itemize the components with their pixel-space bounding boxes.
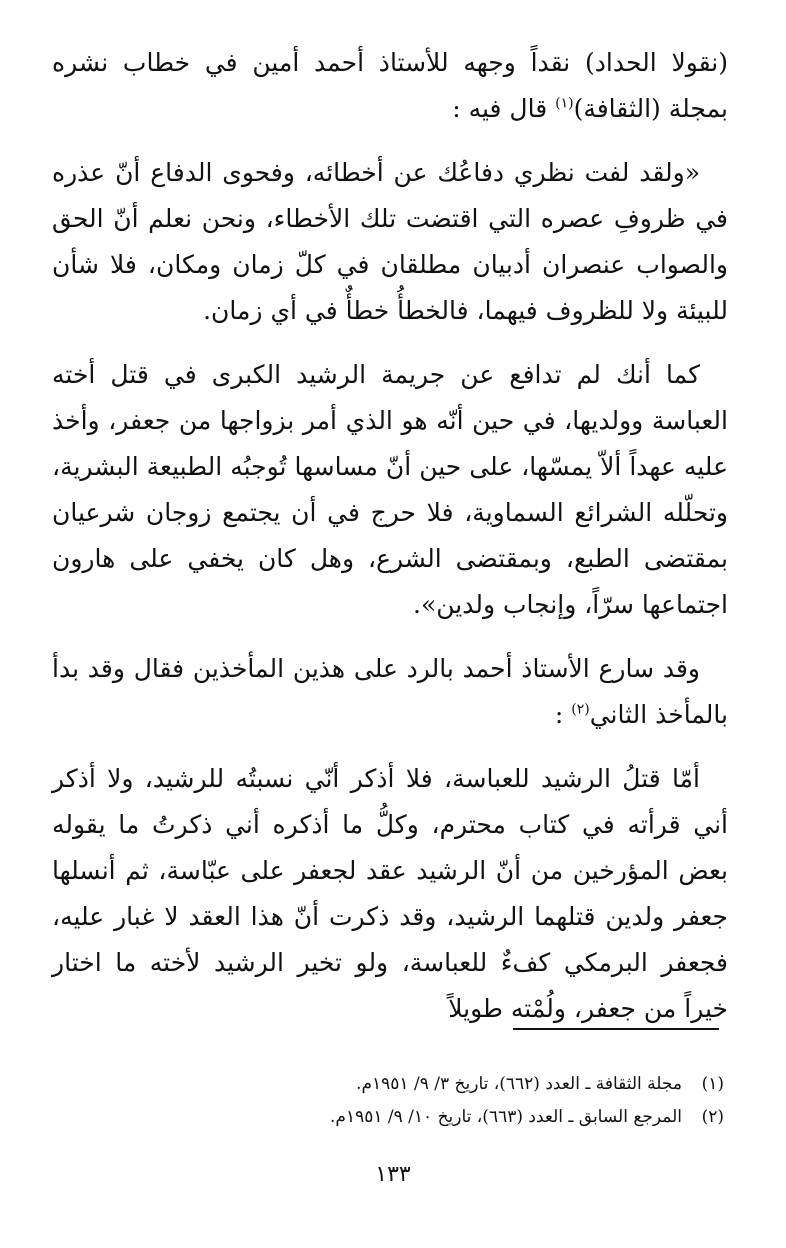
page-body — [52, 40, 728, 1050]
paragraph-response-intro-text: وقد سارع الأستاذ أحمد بالرد على هذين المأخذين فقال وقد بدأ بالمأخذ الثاني — [52, 654, 728, 729]
paragraph-response-intro-tail: : — [554, 700, 572, 729]
footnote-text: مجلة الثقافة ـ العدد (٦٦٢)، تاريخ ٣/ ٩/ ١٩٥١م. — [356, 1074, 682, 1094]
paragraph-response-intro — [52, 646, 728, 738]
paragraph-intro — [52, 40, 728, 132]
footnote-ref-2[interactable]: (٢) — [571, 701, 590, 718]
paragraph-quote-1: «ولقد لفت نظري دفاعُك عن أخطائه، وفحوى الدفاع أنّ عذره في ظروفِ عصره التي اقتضت تلك الأخطاء، ونحن نعلم أنّ الحق والصواب عنصران أدبيان مطلقان في كلّ زمان ومكان، فلا شأن للبيئة ولا للظروف فيهما، فالخطأُ خطأٌ في أي زمان. — [52, 158, 728, 325]
footnote-ref-1[interactable]: (١) — [555, 95, 574, 112]
page-number: ١٣٣ — [375, 1162, 411, 1187]
footnote-divider — [513, 1028, 719, 1030]
paragraph-intro-tail: قال فيه : — [452, 94, 556, 123]
footnotes — [52, 1068, 728, 1134]
footnote-number: (١) — [701, 1074, 724, 1094]
paragraph-quote-2: كما أنك لم تدافع عن جريمة الرشيد الكبرى في قتل أخته العباسة وولديها، في حين أنّه هو الذي أمر بزواجها من جعفر، وأخذ عليه عهداً ألاّ يمسّها، على حين أنّ مساسها تُوجبُه الطبيعة البشرية، وتحلّله الشرائع السماوية، فلا حرج في أن يجتمع زوجان شرعيان بمقتضى الطبع، وبمقتضى الشرع، وهل كان يخفي على هارون اجتماعها سرّاً، وإنجاب ولدين». — [52, 360, 728, 619]
footnote-text: المرجع السابق ـ العدد (٦٦٣)، تاريخ ١٠/ ٩/ ١٩٥١م. — [330, 1107, 682, 1127]
footnote-number: (٢) — [701, 1107, 724, 1127]
paragraph-intro-text: (نقولا الحداد) نقداً وجهه للأستاذ أحمد أمين في خطاب نشره بمجلة (الثقافة) — [52, 48, 728, 123]
footnote-2 — [52, 1101, 728, 1134]
footnote-1 — [52, 1068, 728, 1101]
paragraph-response: أمّا قتلُ الرشيد للعباسة، فلا أذكر أنّي نسبتُه للرشيد، ولا أذكر أني قرأته في كتاب محترم، وكلُّ ما أذكره أني ذكرتُ ما يقوله بعض المؤرخين من أنّ الرشيد عقد لجعفر على عبّاسة، ثم أنسلها جعفر ولدين قتلهما الرشيد، وقد ذكرت أنّ هذا العقد لا غبار عليه، فجعفر البرمكي كفءٌ للعباسة، ولو تخير الرشيد لأخته ما اختار خيراً من جعفر، ولُمْته طويلاً — [52, 764, 728, 1023]
